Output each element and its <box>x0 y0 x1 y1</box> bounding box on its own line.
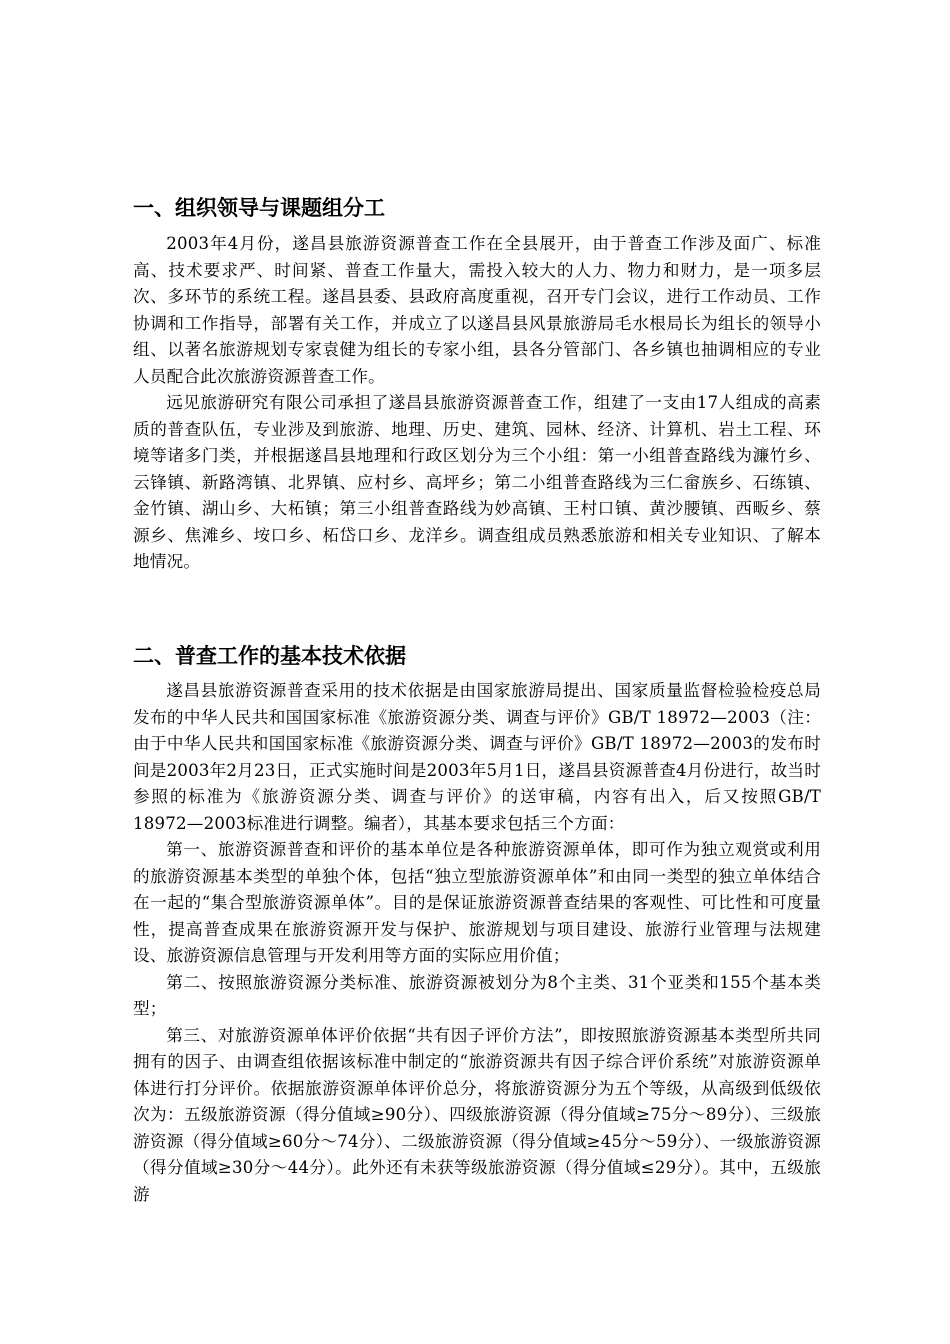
section-1-paragraph-2: 远见旅游研究有限公司承担了遂昌县旅游资源普查工作，组建了一支由17人组成的高素质的普查队伍，专业涉及到旅游、地理、历史、建筑、园林、经济、计算机、岩土工程、环境等诸多门类，并根据遂昌县地理和行政区划分为三个小组：第一小组普查路线为濂竹乡、云锋镇、新路湾镇、北界镇、应村乡、高坪乡；第二小组普查路线为三仁畲族乡、石练镇、金竹镇、湖山乡、大柘镇；第三小组普查路线为妙高镇、王村口镇、黄沙腰镇、西畈乡、蔡源乡、焦滩乡、垵口乡、柘岱口乡、龙洋乡。调查组成员熟悉旅游和相关专业知识、了解本地情况。 <box>133 393 821 571</box>
section-2-paragraph-3: 第二、按照旅游资源分类标准、旅游资源被划分为8个主类、31个亚类和155个基本类型； <box>133 972 821 1018</box>
section-2-paragraph-4: 第三、对旅游资源单体评价依据“共有因子评价方法”，即按照旅游资源基本类型所共同拥有的因子、由调查组依据该标准中制定的“旅游资源共有因子综合评价系统”对旅游资源单体进行打分评价。依据旅游资源单体评价总分，将旅游资源分为五个等级，从高级到低级依次为：五级旅游资源（得分值域≥90分）、四级旅游资源（得分值域≥75分～89分）、三级旅游资源（得分值域≥60分～74分）、二级旅游资源（得分值域≥45分～59分）、一级旅游资源（得分值域≥30分～44分）。此外还有未获等级旅游资源（得分值域≤29分）。其中，五级旅游 <box>133 1025 821 1204</box>
section-2-body <box>133 678 821 1208</box>
section-2-paragraph-2: 第一、旅游资源普查和评价的基本单位是各种旅游资源单体，即可作为独立观赏或利用的旅游资源基本类型的单独个体，包括“独立型旅游资源单体”和由同一类型的独立单体结合在一起的“集合型旅游资源单体”。目的是保证旅游资源普查结果的客观性、可比性和可度量性，提高普查成果在旅游资源开发与保护、旅游规划与项目建设、旅游行业管理与法规建设、旅游资源信息管理与开发利用等方面的实际应用价值； <box>133 840 821 965</box>
section-1-body <box>133 231 821 576</box>
section-2-heading: 二、普查工作的基本技术依据 <box>133 644 406 668</box>
section-1-paragraph-1: 2003年4月份，遂昌县旅游资源普查工作在全县展开，由于普查工作涉及面广、标准高、技术要求严、时间紧、普查工作量大，需投入较大的人力、物力和财力，是一项多层次、多环节的系统工程。遂昌县委、县政府高度重视，召开专门会议，进行工作动员、工作协调和工作指导，部署有关工作，并成立了以遂昌县风景旅游局毛水根局长为组长的领导小组、以著名旅游规划专家袁健为组长的专家小组，县各分管部门、各乡镇也抽调相应的专业人员配合此次旅游资源普查工作。 <box>133 234 821 386</box>
section-1-heading: 一、组织领导与课题组分工 <box>133 196 385 220</box>
section-2-paragraph-1: 遂昌县旅游资源普查采用的技术依据是由国家旅游局提出、国家质量监督检验检疫总局发布的中华人民共和国国家标准《旅游资源分类、调查与评价》GB/T 18972—2003（注：由于中华人民共和国国家标准《旅游资源分类、调查与评价》GB/T 18972—2003的发布时间是2003年2月23日，正式实施时间是2003年5月1日，遂昌县资源普查4月份进行，故当时参照的标准为《旅游资源分类、调查与评价》的送审稿，内容有出入，后又按照GB/T 18972—2003标准进行调整。编者），其基本要求包括三个方面： <box>133 681 822 833</box>
